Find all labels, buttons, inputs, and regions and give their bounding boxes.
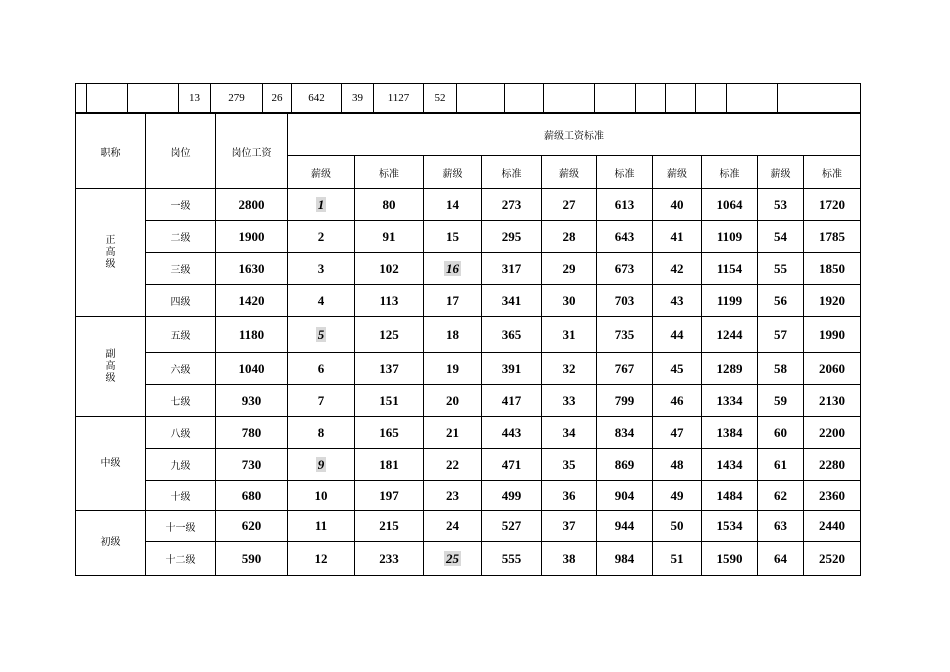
fragment-cell <box>457 84 505 113</box>
salary-grade-cell <box>288 317 355 353</box>
salary-standard-cell: 215 <box>355 511 424 542</box>
title-group-cell <box>76 511 146 576</box>
salary-standard-cell: 767 <box>597 353 653 385</box>
salary-grade-cell: 27 <box>542 189 597 221</box>
salary-grade-cell: 20 <box>424 385 482 417</box>
salary-grade-cell: 2 <box>288 221 355 253</box>
salary-grade-cell: 32 <box>542 353 597 385</box>
fragment-cell <box>727 84 778 113</box>
salary-standard-cell: 125 <box>355 317 424 353</box>
fragment-cell <box>76 84 87 113</box>
salary-standard-cell: 151 <box>355 385 424 417</box>
subheader-standard: 标准 <box>355 156 424 189</box>
salary-standard-cell: 1850 <box>804 253 861 285</box>
salary-standard-cell: 643 <box>597 221 653 253</box>
salary-grade-cell: 49 <box>653 481 702 511</box>
salary-standard-cell: 80 <box>355 189 424 221</box>
salary-standard-cell: 471 <box>482 449 542 481</box>
subheader-standard: 标准 <box>804 156 861 189</box>
fragment-cell <box>666 84 696 113</box>
salary-standard-cell: 417 <box>482 385 542 417</box>
highlighted-grade: 1 <box>317 196 325 212</box>
highlighted-grade: 25 <box>446 550 459 566</box>
salary-grade-cell: 34 <box>542 417 597 449</box>
salary-standard-cell: 1064 <box>702 189 758 221</box>
salary-grade-cell: 3 <box>288 253 355 285</box>
fragment-cell: 26 <box>263 84 292 113</box>
post-wage-cell: 680 <box>216 481 288 511</box>
salary-standard-cell: 499 <box>482 481 542 511</box>
title-group-cell <box>76 189 146 317</box>
salary-standard-cell: 165 <box>355 417 424 449</box>
fragment-cell: 13 <box>179 84 211 113</box>
subheader-grade: 薪级 <box>542 156 597 189</box>
salary-grade-cell: 17 <box>424 285 482 317</box>
salary-standard-cell: 341 <box>482 285 542 317</box>
subheader-grade: 薪级 <box>288 156 355 189</box>
salary-standard-cell: 1534 <box>702 511 758 542</box>
salary-standard-cell: 555 <box>482 542 542 576</box>
title-label: 高 <box>105 246 116 258</box>
salary-standard-cell: 1720 <box>804 189 861 221</box>
table-row <box>76 317 861 353</box>
salary-standard-cell: 673 <box>597 253 653 285</box>
salary-grade-cell: 54 <box>758 221 804 253</box>
post-level-cell: 六级 <box>146 353 216 385</box>
fragment-cell <box>128 84 179 113</box>
salary-grade-cell: 41 <box>653 221 702 253</box>
salary-grade-cell: 46 <box>653 385 702 417</box>
fragment-cell <box>595 84 636 113</box>
table-body <box>76 114 861 576</box>
subheader-standard: 标准 <box>702 156 758 189</box>
header-post-wage: 岗位工资 <box>216 114 288 189</box>
salary-grade-cell: 7 <box>288 385 355 417</box>
fragment-cell <box>636 84 666 113</box>
salary-grade-cell: 22 <box>424 449 482 481</box>
salary-grade-cell: 24 <box>424 511 482 542</box>
salary-standard-cell: 834 <box>597 417 653 449</box>
title-label: 初级 <box>100 537 121 548</box>
highlighted-grade: 16 <box>446 260 459 276</box>
salary-standard-cell: 1289 <box>702 353 758 385</box>
salary-standard-cell: 1244 <box>702 317 758 353</box>
fragment-cell <box>505 84 544 113</box>
fragment-cell: 642 <box>292 84 342 113</box>
salary-standard-cell: 181 <box>355 449 424 481</box>
post-level-cell: 二级 <box>146 221 216 253</box>
salary-grade-cell: 31 <box>542 317 597 353</box>
post-wage-cell: 1040 <box>216 353 288 385</box>
post-level-cell: 九级 <box>146 449 216 481</box>
post-wage-cell: 1420 <box>216 285 288 317</box>
salary-standard-cell: 1199 <box>702 285 758 317</box>
salary-standard-cell: 2440 <box>804 511 861 542</box>
fragment-cell: 52 <box>424 84 457 113</box>
fragment-cell <box>544 84 595 113</box>
salary-standard-cell: 1384 <box>702 417 758 449</box>
salary-grade-cell: 50 <box>653 511 702 542</box>
salary-grade-cell: 62 <box>758 481 804 511</box>
salary-grade-cell: 33 <box>542 385 597 417</box>
fragment-cell: 1127 <box>374 84 424 113</box>
post-wage-cell: 2800 <box>216 189 288 221</box>
salary-standard-cell: 1484 <box>702 481 758 511</box>
post-level-cell: 十级 <box>146 481 216 511</box>
salary-grade-cell: 36 <box>542 481 597 511</box>
salary-grade-cell: 60 <box>758 417 804 449</box>
table-row <box>76 449 861 481</box>
salary-grade-cell <box>424 542 482 576</box>
salary-grade-cell: 14 <box>424 189 482 221</box>
salary-grade-cell: 18 <box>424 317 482 353</box>
salary-grade-cell: 23 <box>424 481 482 511</box>
salary-grade-cell: 38 <box>542 542 597 576</box>
table-row <box>76 189 861 221</box>
fragment-cell: 39 <box>342 84 374 113</box>
post-wage-cell: 1630 <box>216 253 288 285</box>
salary-grade-cell: 53 <box>758 189 804 221</box>
table-row <box>76 253 861 285</box>
post-wage-cell: 590 <box>216 542 288 576</box>
title-group-cell <box>76 417 146 511</box>
salary-standard-cell: 2200 <box>804 417 861 449</box>
salary-standard-cell: 735 <box>597 317 653 353</box>
post-level-cell: 一级 <box>146 189 216 221</box>
salary-standard-cell: 703 <box>597 285 653 317</box>
previous-table-fragment <box>75 83 861 113</box>
salary-grade-cell: 56 <box>758 285 804 317</box>
salary-grade-cell: 6 <box>288 353 355 385</box>
salary-grade-cell: 47 <box>653 417 702 449</box>
salary-standard-cell: 1334 <box>702 385 758 417</box>
subheader-grade: 薪级 <box>424 156 482 189</box>
title-label: 正 <box>105 234 116 246</box>
post-wage-cell: 780 <box>216 417 288 449</box>
title-label: 副 <box>105 348 116 360</box>
post-wage-cell: 730 <box>216 449 288 481</box>
highlighted-grade: 9 <box>317 456 325 472</box>
header-scale-standard: 薪级工资标准 <box>288 114 861 156</box>
salary-standard-cell: 799 <box>597 385 653 417</box>
salary-standard-cell: 443 <box>482 417 542 449</box>
subheader-standard: 标准 <box>597 156 653 189</box>
salary-scale-table <box>75 113 861 576</box>
salary-grade-cell: 40 <box>653 189 702 221</box>
salary-standard-cell: 869 <box>597 449 653 481</box>
salary-grade-cell: 8 <box>288 417 355 449</box>
salary-standard-cell: 295 <box>482 221 542 253</box>
salary-standard-cell: 317 <box>482 253 542 285</box>
title-label: 级 <box>105 258 116 270</box>
salary-standard-cell: 1785 <box>804 221 861 253</box>
salary-standard-cell: 944 <box>597 511 653 542</box>
salary-grade-cell: 64 <box>758 542 804 576</box>
title-label: 高 <box>105 360 116 372</box>
subheader-grade: 薪级 <box>653 156 702 189</box>
salary-grade-cell: 51 <box>653 542 702 576</box>
salary-standard-cell: 91 <box>355 221 424 253</box>
salary-standard-cell: 2130 <box>804 385 861 417</box>
salary-grade-cell: 37 <box>542 511 597 542</box>
salary-grade-cell: 35 <box>542 449 597 481</box>
salary-standard-cell: 2060 <box>804 353 861 385</box>
salary-standard-cell: 527 <box>482 511 542 542</box>
title-group-cell <box>76 317 146 417</box>
salary-standard-cell: 365 <box>482 317 542 353</box>
post-level-cell: 十二级 <box>146 542 216 576</box>
salary-grade-cell: 10 <box>288 481 355 511</box>
fragment-cell <box>778 84 861 113</box>
fragment-cell: 279 <box>211 84 263 113</box>
salary-grade-cell: 48 <box>653 449 702 481</box>
salary-grade-cell: 43 <box>653 285 702 317</box>
highlighted-grade: 5 <box>317 326 325 342</box>
table-row <box>76 511 861 542</box>
post-level-cell: 七级 <box>146 385 216 417</box>
salary-grade-cell: 30 <box>542 285 597 317</box>
subheader-standard: 标准 <box>482 156 542 189</box>
salary-grade-cell <box>424 253 482 285</box>
salary-standard-cell: 2360 <box>804 481 861 511</box>
salary-standard-cell: 391 <box>482 353 542 385</box>
table-row <box>76 385 861 417</box>
title-label: 中级 <box>100 457 121 469</box>
salary-standard-cell: 2520 <box>804 542 861 576</box>
post-level-cell: 三级 <box>146 253 216 285</box>
salary-grade-cell: 29 <box>542 253 597 285</box>
salary-grade-cell: 12 <box>288 542 355 576</box>
salary-grade-cell: 19 <box>424 353 482 385</box>
salary-standard-cell: 1109 <box>702 221 758 253</box>
salary-standard-cell: 137 <box>355 353 424 385</box>
header-row <box>76 114 861 156</box>
salary-grade-cell: 58 <box>758 353 804 385</box>
salary-standard-cell: 984 <box>597 542 653 576</box>
salary-grade-cell: 15 <box>424 221 482 253</box>
post-level-cell: 十一级 <box>146 511 216 542</box>
salary-standard-cell: 1920 <box>804 285 861 317</box>
salary-grade-cell: 63 <box>758 511 804 542</box>
salary-standard-cell: 197 <box>355 481 424 511</box>
salary-standard-cell: 904 <box>597 481 653 511</box>
salary-standard-cell: 2280 <box>804 449 861 481</box>
salary-grade-cell: 45 <box>653 353 702 385</box>
salary-grade-cell: 57 <box>758 317 804 353</box>
salary-standard-cell: 233 <box>355 542 424 576</box>
post-level-cell: 八级 <box>146 417 216 449</box>
salary-standard-cell: 613 <box>597 189 653 221</box>
salary-grade-cell <box>288 189 355 221</box>
salary-standard-cell: 1434 <box>702 449 758 481</box>
post-level-cell: 四级 <box>146 285 216 317</box>
salary-standard-cell: 102 <box>355 253 424 285</box>
salary-grade-cell: 28 <box>542 221 597 253</box>
table-row <box>76 542 861 576</box>
post-wage-cell: 930 <box>216 385 288 417</box>
table-row <box>76 481 861 511</box>
post-wage-cell: 1180 <box>216 317 288 353</box>
title-label: 级 <box>105 372 116 384</box>
header-title: 职称 <box>76 114 146 189</box>
post-level-cell: 五级 <box>146 317 216 353</box>
salary-grade-cell: 4 <box>288 285 355 317</box>
salary-standard-cell: 273 <box>482 189 542 221</box>
post-wage-cell: 620 <box>216 511 288 542</box>
table-row <box>76 353 861 385</box>
salary-grade-cell: 21 <box>424 417 482 449</box>
fragment-row <box>76 84 861 113</box>
salary-grade-cell <box>288 449 355 481</box>
salary-standard-cell: 113 <box>355 285 424 317</box>
salary-grade-cell: 61 <box>758 449 804 481</box>
salary-standard-cell: 1590 <box>702 542 758 576</box>
table-row <box>76 221 861 253</box>
fragment-cell <box>696 84 727 113</box>
salary-grade-cell: 44 <box>653 317 702 353</box>
salary-standard-cell: 1154 <box>702 253 758 285</box>
salary-grade-cell: 55 <box>758 253 804 285</box>
salary-standard-cell: 1990 <box>804 317 861 353</box>
salary-grade-cell: 42 <box>653 253 702 285</box>
header-post: 岗位 <box>146 114 216 189</box>
table-row <box>76 285 861 317</box>
salary-grade-cell: 59 <box>758 385 804 417</box>
subheader-grade: 薪级 <box>758 156 804 189</box>
salary-grade-cell: 11 <box>288 511 355 542</box>
post-wage-cell: 1900 <box>216 221 288 253</box>
fragment-cell <box>87 84 128 113</box>
table-row <box>76 417 861 449</box>
